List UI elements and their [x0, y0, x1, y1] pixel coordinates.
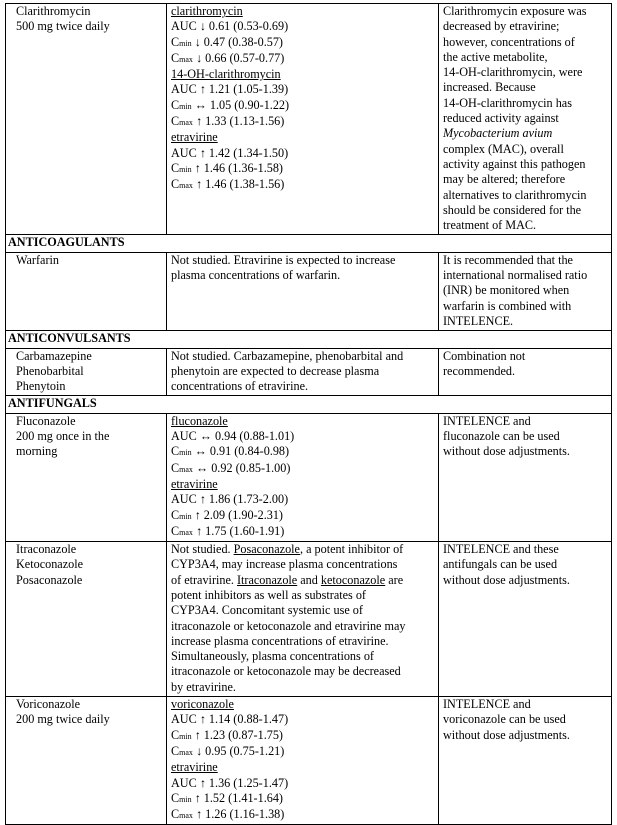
- effect-text-line: of etravirine. Itraconazole and ketoconazole are: [171, 572, 404, 587]
- change-arrow-icon: ↑: [195, 523, 203, 538]
- effect-text-line: phenytoin are expected to decrease plasma: [171, 363, 380, 378]
- pk-ratio-value: 0.61 (0.53-0.69): [208, 19, 289, 34]
- drug-name-line: Fluconazole: [16, 413, 76, 428]
- change-arrow-icon: ↑: [194, 727, 201, 742]
- pk-parameter-line: [171, 444, 435, 460]
- recommendation-line: It is recommended that the: [443, 252, 573, 267]
- recommendation-line: treatment of MAC.: [443, 218, 537, 233]
- pk-parameter-line: [171, 19, 435, 34]
- pk-metric-subscript: min: [179, 731, 192, 741]
- pk-ratio-value: 1.26 (1.16-1.38): [205, 807, 285, 822]
- pk-metric: C: [171, 50, 180, 65]
- analyte-label: etravirine: [171, 476, 218, 491]
- pk-metric-subscript: max: [179, 118, 193, 128]
- pk-parameter-line: [171, 744, 435, 760]
- category-label: ANTICOAGULANTS: [8, 235, 125, 250]
- pk-metric-subscript: max: [179, 181, 193, 191]
- recommendation-line: antifungals can be used: [443, 557, 558, 572]
- pk-metric: AUC: [171, 19, 197, 34]
- drug-name-line: Ketoconazole: [16, 557, 83, 572]
- pk-metric: C: [171, 727, 180, 742]
- recommendation-line: complex (MAC), overall: [443, 141, 564, 156]
- pk-metric: C: [171, 444, 180, 459]
- drug-name-line: 200 mg once in the: [16, 429, 110, 444]
- pk-ratio-value: 1.86 (1.73-2.00): [208, 492, 289, 507]
- recommendation-cell: [439, 413, 612, 541]
- change-arrow-icon: ↓: [195, 743, 203, 758]
- change-arrow-icon: ↑: [194, 790, 201, 805]
- pk-parameter-line: [171, 82, 435, 97]
- recommendation-line: however, concentrations of: [443, 34, 575, 49]
- pk-metric: AUC: [171, 429, 197, 444]
- change-arrow-icon: ↓: [194, 34, 201, 49]
- pk-ratio-value: 1.21 (1.05-1.39): [208, 82, 289, 97]
- effect-text-line: CYP3A4, may increase plasma concentrations: [171, 557, 398, 572]
- drug-row: [6, 697, 612, 825]
- pk-metric-subscript: min: [179, 164, 192, 174]
- pk-parameter-line: [171, 51, 435, 67]
- analyte-name: [171, 414, 435, 429]
- pk-metric-subscript: min: [179, 511, 192, 521]
- change-arrow-icon: ↑: [195, 114, 203, 129]
- pk-metric-subscript: min: [179, 38, 192, 48]
- pk-parameter-line: [171, 524, 435, 540]
- pk-ratio-value: 0.92 (0.85-1.00): [211, 460, 291, 475]
- change-arrow-icon: ↑: [199, 775, 206, 790]
- pk-ratio-value: 1.52 (1.41-1.64): [203, 790, 283, 805]
- analyte-name: [171, 130, 435, 145]
- drug-name-cell: [6, 348, 167, 396]
- analyte-name: [171, 67, 435, 82]
- recommendation-line: without dose adjustments.: [443, 444, 570, 459]
- pk-metric-subscript: min: [179, 794, 192, 804]
- drug-name-line: Phenytoin: [16, 379, 66, 394]
- recommendation-line: activity against this pathogen: [443, 156, 586, 171]
- drug-name-line: Itraconazole: [16, 542, 77, 557]
- drug-row: [6, 252, 612, 330]
- analyte-name: [171, 697, 435, 712]
- effect-cell: [167, 542, 439, 697]
- pk-ratio-value: 0.47 (0.38-0.57): [203, 34, 283, 49]
- pk-metric: C: [171, 177, 180, 192]
- analyte-label: etravirine: [171, 760, 218, 775]
- pk-metric-subscript: max: [179, 527, 193, 537]
- recommendation-line: Combination not: [443, 348, 526, 363]
- pk-metric-subscript: max: [179, 811, 193, 821]
- effect-text-line: concentrations of etravirine.: [171, 379, 309, 394]
- analyte-label: voriconazole: [171, 697, 234, 712]
- pk-ratio-value: 1.75 (1.60-1.91): [205, 523, 285, 538]
- analyte-label: etravirine: [171, 130, 218, 145]
- category-header: [6, 331, 612, 348]
- change-arrow-icon: ↓: [199, 19, 206, 34]
- drug-name-line: morning: [16, 444, 58, 459]
- analyte-label: clarithromycin: [171, 4, 243, 18]
- change-arrow-icon: ↑: [194, 160, 201, 175]
- pk-metric: AUC: [171, 775, 197, 790]
- pk-parameter-line: [171, 791, 435, 807]
- category-header-row: [6, 396, 612, 413]
- pk-parameter-line: [171, 429, 435, 444]
- drug-row: [6, 542, 612, 697]
- category-label: ANTIFUNGALS: [8, 396, 97, 411]
- pk-parameter-line: [171, 35, 435, 51]
- pk-parameter-line: [171, 461, 435, 477]
- drug-name-line: 500 mg twice daily: [16, 19, 110, 34]
- recommendation-line: warfarin is combined with: [443, 298, 572, 313]
- recommendation-cell: [439, 697, 612, 825]
- drug-name-cell: [6, 4, 167, 235]
- pk-parameter-line: [171, 492, 435, 507]
- drug-row: [6, 4, 612, 235]
- pk-parameter-line: [171, 712, 435, 727]
- recommendation-cell: [439, 542, 612, 697]
- effect-text-line: increase plasma concentrations of etravirine.: [171, 633, 389, 648]
- category-header-row: [6, 235, 612, 252]
- pk-parameter-line: [171, 508, 435, 524]
- pk-metric-subscript: max: [179, 747, 193, 757]
- pk-metric: C: [171, 507, 180, 522]
- pk-metric: C: [171, 34, 180, 49]
- recommendation-cell: [439, 348, 612, 396]
- analyte-name: [171, 477, 435, 492]
- effect-cell: [167, 4, 439, 235]
- drug-name-line: Warfarin: [16, 252, 60, 267]
- pk-metric-subscript: max: [179, 54, 193, 64]
- change-arrow-icon: ↑: [195, 807, 203, 822]
- pk-metric: C: [171, 790, 180, 805]
- drug-name-cell: [6, 697, 167, 825]
- recommendation-line: fluconazole can be used: [443, 429, 560, 444]
- change-arrow-icon: ↔: [194, 97, 207, 112]
- effect-text-line: potent inhibitors as well as substrates of: [171, 587, 366, 602]
- change-arrow-icon: ↑: [195, 177, 203, 192]
- pk-metric: AUC: [171, 712, 197, 727]
- effect-text-line: Simultaneously, plasma concentrations of: [171, 649, 374, 664]
- drug-name-line: Voriconazole: [16, 697, 81, 712]
- recommendation-line: international normalised ratio: [443, 268, 588, 283]
- pk-metric: C: [171, 114, 180, 129]
- effect-cell: [167, 413, 439, 541]
- category-header-row: [6, 331, 612, 348]
- effect-text-line: itraconazole or ketoconazole and etravirine may: [171, 618, 406, 633]
- effect-cell: [167, 697, 439, 825]
- pk-metric: C: [171, 460, 180, 475]
- effect-text-line: Not studied. Carbazamepine, phenobarbital and: [171, 348, 404, 363]
- drug-name-cell: [6, 542, 167, 697]
- pk-metric: C: [171, 160, 180, 175]
- pk-metric-subscript: min: [179, 101, 192, 111]
- recommendation-line: 14-OH-clarithromycin has: [443, 95, 572, 110]
- pk-parameter-line: [171, 177, 435, 193]
- pk-parameter-line: [171, 146, 435, 161]
- analyte-name: [171, 760, 435, 775]
- recommendation-line: may be altered; therefore: [443, 172, 566, 187]
- change-arrow-icon: ↑: [199, 145, 206, 160]
- recommendation-line: Mycobacterium avium: [443, 126, 553, 141]
- analyte-label: 14-OH-clarithromycin: [171, 67, 281, 82]
- drug-name-line: Clarithromycin: [16, 4, 91, 18]
- interaction-table: [5, 3, 612, 825]
- pk-ratio-value: 0.95 (0.75-1.21): [205, 743, 285, 758]
- recommendation-line: voriconazole can be used: [443, 712, 566, 727]
- pk-metric: C: [171, 97, 180, 112]
- recommendation-line: increased. Because: [443, 80, 536, 95]
- recommendation-line: (INR) be monitored when: [443, 283, 570, 298]
- pk-ratio-value: 0.91 (0.84-0.98): [209, 444, 290, 459]
- recommendation-line: INTELENCE.: [443, 313, 514, 328]
- effect-text-line: Not studied. Posaconazole, a potent inhibitor of: [171, 542, 404, 557]
- effect-cell: [167, 252, 439, 330]
- effect-text-line: by etravirine.: [171, 679, 236, 694]
- pk-parameter-line: [171, 807, 435, 823]
- effect-text-line: plasma concentrations of warfarin.: [171, 268, 341, 283]
- pk-metric: C: [171, 743, 180, 758]
- pk-parameter-line: [171, 114, 435, 130]
- drug-row: [6, 413, 612, 541]
- pk-ratio-value: 1.05 (0.90-1.22): [209, 97, 290, 112]
- recommendation-line: alternatives to clarithromycin: [443, 187, 587, 202]
- drug-name-line: Posaconazole: [16, 572, 83, 587]
- pk-parameter-line: [171, 161, 435, 177]
- pk-ratio-value: 1.46 (1.36-1.58): [203, 160, 283, 175]
- recommendation-line: 14-OH-clarithromycin, were: [443, 65, 583, 80]
- category-label: ANTICONVULSANTS: [8, 331, 131, 346]
- pk-ratio-value: 2.09 (1.90-2.31): [203, 507, 283, 522]
- effect-text-line: Not studied. Etravirine is expected to increase: [171, 252, 396, 267]
- category-header: [6, 235, 612, 252]
- drug-name-line: Phenobarbital: [16, 363, 84, 378]
- effect-text-line: CYP3A4. Concomitant systemic use of: [171, 603, 363, 618]
- drug-name-line: 200 mg twice daily: [16, 712, 110, 727]
- pk-parameter-line: [171, 776, 435, 791]
- change-arrow-icon: ↓: [195, 50, 203, 65]
- recommendation-cell: [439, 252, 612, 330]
- pk-parameter-line: [171, 728, 435, 744]
- recommendation-line: Clarithromycin exposure was: [443, 4, 587, 18]
- category-header: [6, 396, 612, 413]
- effect-cell: [167, 348, 439, 396]
- pk-ratio-value: 1.42 (1.34-1.50): [208, 145, 289, 160]
- recommendation-line: INTELENCE and these: [443, 542, 559, 557]
- recommendation-line: should be considered for the: [443, 202, 582, 217]
- pk-ratio-value: 1.33 (1.13-1.56): [205, 114, 285, 129]
- pk-ratio-value: 1.46 (1.38-1.56): [205, 177, 285, 192]
- drug-row: [6, 348, 612, 396]
- effect-text-line: itraconazole or ketoconazole may be decreased: [171, 664, 401, 679]
- pk-ratio-value: 1.14 (0.88-1.47): [208, 712, 289, 727]
- change-arrow-icon: ↔: [195, 460, 209, 475]
- pk-metric: AUC: [171, 145, 197, 160]
- pk-parameter-line: [171, 98, 435, 114]
- pk-ratio-value: 0.94 (0.88-1.01): [215, 429, 295, 444]
- pk-metric: AUC: [171, 82, 197, 97]
- change-arrow-icon: ↑: [199, 712, 206, 727]
- change-arrow-icon: ↔: [194, 444, 207, 459]
- pk-ratio-value: 0.66 (0.57-0.77): [205, 50, 285, 65]
- drug-name-cell: [6, 252, 167, 330]
- recommendation-line: decreased by etravirine;: [443, 19, 560, 34]
- pk-metric: AUC: [171, 492, 197, 507]
- pk-ratio-value: 1.36 (1.25-1.47): [208, 775, 289, 790]
- pk-metric-subscript: max: [179, 464, 193, 474]
- change-arrow-icon: ↑: [199, 82, 206, 97]
- recommendation-line: INTELENCE and: [443, 413, 531, 428]
- recommendation-line: without dose adjustments.: [443, 727, 570, 742]
- change-arrow-icon: ↑: [199, 492, 206, 507]
- recommendation-line: recommended.: [443, 363, 516, 378]
- pk-metric-subscript: min: [179, 448, 192, 458]
- pk-metric: C: [171, 807, 180, 822]
- drug-name-cell: [6, 413, 167, 541]
- recommendation-line: without dose adjustments.: [443, 572, 570, 587]
- recommendation-line: INTELENCE and: [443, 697, 531, 712]
- drug-name-line: Carbamazepine: [16, 348, 92, 363]
- pk-metric: C: [171, 523, 180, 538]
- recommendation-cell: [439, 4, 612, 235]
- change-arrow-icon: ↑: [194, 507, 201, 522]
- recommendation-line: reduced activity against: [443, 111, 559, 126]
- recommendation-line: the active metabolite,: [443, 49, 548, 64]
- change-arrow-icon: ↔: [199, 429, 212, 444]
- analyte-label: fluconazole: [171, 413, 228, 428]
- pk-ratio-value: 1.23 (0.87-1.75): [203, 727, 283, 742]
- analyte-name: [171, 4, 435, 19]
